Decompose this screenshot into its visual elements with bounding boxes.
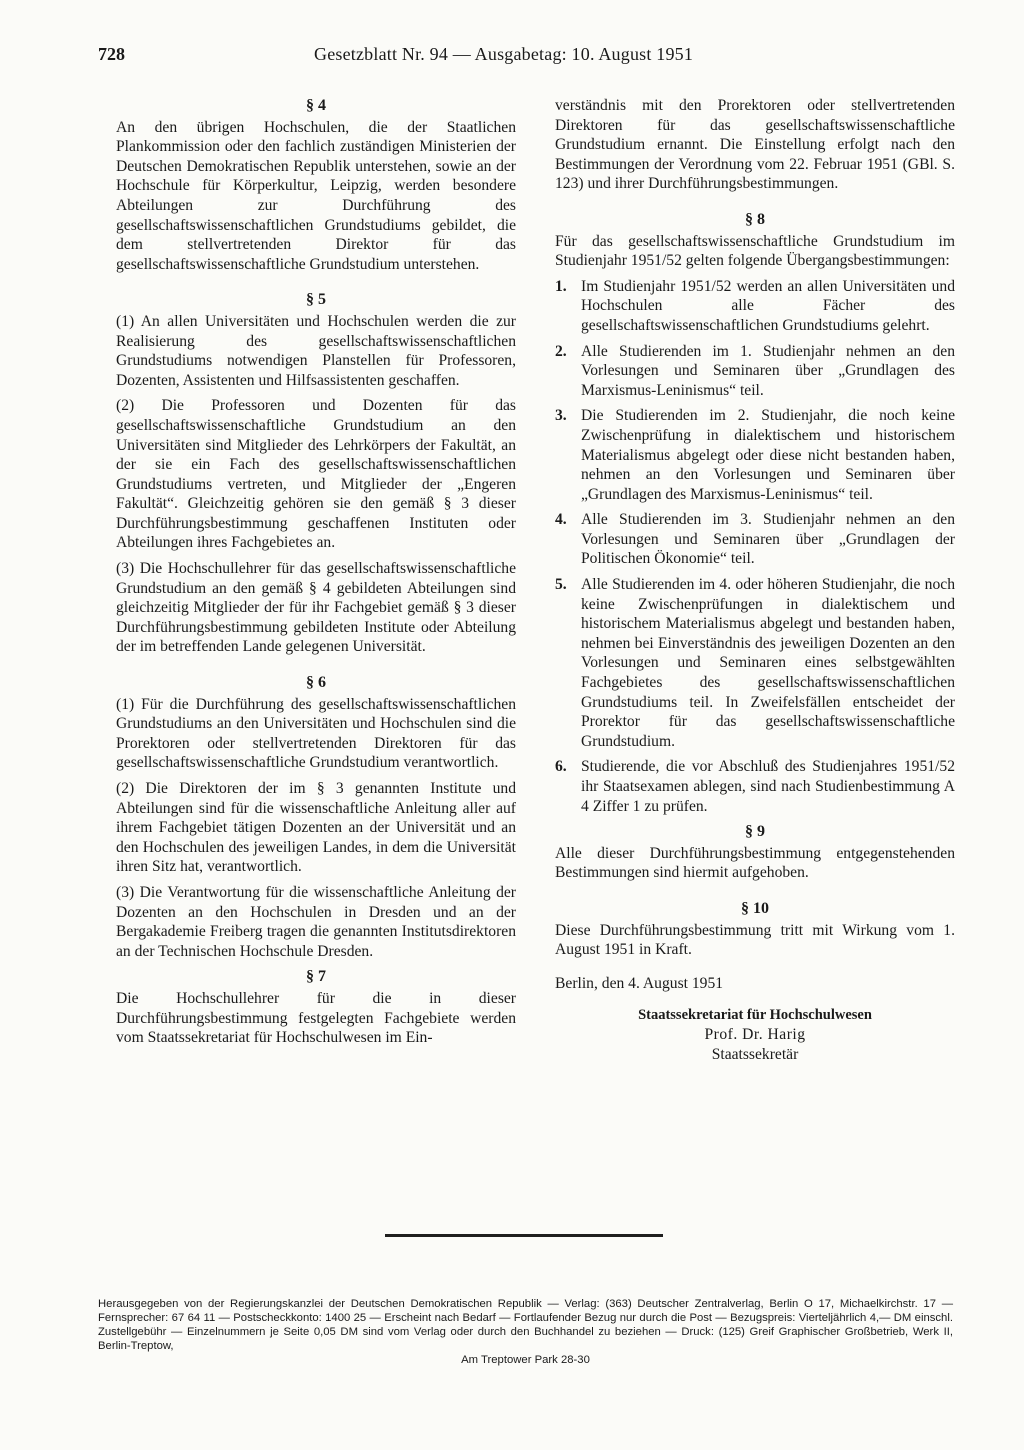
imprint-text: Herausgegeben von der Regierungskanzlei der Deutschen Demokratischen Republik — Verlag: (363) Deutscher Zentralverlag, Berlin O 17, Michaelkirchstr. 17 — Fernsprecher: 67 64 11 — Postscheckkonto: 1400 25 — Erscheint nach Bedarf — Fortlaufender Bezug nur durch die Post — Bezugspreis: Vierteljährlich 4,— DM einschl. Zustellgebühr — Einzelnummern je Seite 0,05 DM sind vom Verlag oder durch den Buchhandel zu beziehen — Druck: (125) Greif Graphischer Großbetrieb, Werk II, Berlin-Treptow, xyxy=(98,1298,953,1352)
section-4-text: An den übrigen Hochschulen, die der Staatlichen Plankommission oder den fachlich zuständigen Ministerien der Deutschen Demokratischen Republik unterstehen, sowie an der Hochschule für Körperkultur, Leipzig, werden besondere Abteilungen zur Durchführung des gesellschaftswissenschaftlichen Grundstudiums gebildet, die dem stellvertretenden Direktor für das gesellschaftswissenschaftliche Grundstudium unterstehen. xyxy=(116,118,516,273)
signature-organization: Staatssekretariat für Hochschulwesen xyxy=(638,1007,872,1024)
page-number: 728 xyxy=(98,44,125,64)
list-item: 6. Studierende, die vor Abschluß des Studienjahres 1951/52 ihr Staatsexamen ablegen, sind nach Studienbestimmung A 4 Ziffer 1 zu prüfen. xyxy=(555,758,955,815)
section-6-paragraph-1: (1) Für die Durchführung des gesellschaftswissenschaftlichen Grundstudiums an den Universitäten und Hochschulen sind die Prorektoren oder stellvertretenden Direktoren für das gesellschaftswissenschaftliche Grundstudium verantwortlich. xyxy=(116,695,516,772)
continued-text: verständnis mit den Prorektoren oder stellvertretenden Direktoren für das gesellschaftswissenschaftliche Grundstudium ernannt. Die Einstellung erfolgt nach den Bestimmungen der Verordnung vom 22. Februar 1951 (GBl. S. 123) und ihrer Durchführungsbestimmungen. xyxy=(555,97,955,193)
section-5-paragraph-3: (3) Die Hochschullehrer für das gesellschaftswissenschaftliche Grundstudium an den gemäß § 4 gebildeten Abteilungen sind gleichzeitig Mitglieder der für ihr Fachgebiet gemäß § 3 dieser Durchführungsbestimmung gebildeten Institute oder Abteilung der im betreffenden Lande gelegenen Universität. xyxy=(116,560,516,656)
imprint-footer xyxy=(98,1297,953,1367)
section-5-paragraph-2: (2) Die Professoren und Dozenten für das gesellschaftswissenschaftliche Grundstudium an den Universitäten sind Mitglieder des Lehrkörpers der Fakultät, an der sie ein Fach des gesellschaftswissenschaftlichen Grundstudiums vertreten, und Mitglieder der „Engeren Fakultät“. Gleichzeitig gehören sie den gemäß § 3 dieser Durchführungsbestimmung geschaffenen Instituten oder Abteilungen ihres Fachgebietes an. xyxy=(116,397,516,552)
list-item: 4. Alle Studierenden im 3. Studienjahr nehmen an den Vorlesungen und Seminaren über „Grundlagen der Politischen Ökonomie“ teil. xyxy=(555,511,955,568)
section-6-paragraph-2: (2) Die Direktoren der im § 3 genannten Institute und Abteilungen sind für die wissenschaftliche Anleitung aller auf ihrem Fachgebiet tätigen Dozenten an der Universität und an den Hochschulen des jeweiligen Landes, in dem die Universität ihren Sitz hat, verantwortlich. xyxy=(116,780,516,876)
signature-role: Staatssekretär xyxy=(711,1046,799,1064)
list-item: 2. Alle Studierenden im 1. Studienjahr nehmen an den Vorlesungen und Seminaren über „Grundlagen des Marxismus-Leninismus“ teil. xyxy=(555,342,955,399)
signature-name: Prof. Dr. Harig xyxy=(704,1026,806,1044)
issue-title: Gesetzblatt Nr. 94 — Ausgabetag: 10. August 1951 xyxy=(314,44,694,64)
section-9-title: § 9 xyxy=(745,823,765,841)
section-7-title: § 7 xyxy=(306,968,326,986)
page-header xyxy=(98,44,758,70)
section-5-paragraph-1: (1) An allen Universitäten und Hochschulen werden die zur Realisierung des gesellschaftswissenschaftlichen Grundstudiums notwendigen Planstellen für Professoren, Dozenten, Assistenten und Hilfsassistenten geschaffen. xyxy=(116,312,516,389)
section-4-title: § 4 xyxy=(306,97,326,114)
section-5-title: § 5 xyxy=(306,291,326,309)
section-8-title: § 8 xyxy=(745,210,765,228)
list-item: 3. Die Studierenden im 2. Studienjahr, die noch keine Zwischenprüfung in dialektischem und historischem Materialismus abgelegt oder diese nicht bestanden haben, nehmen an den Vorlesungen und Seminaren über „Grundlagen des Marxismus-Leninismus“ teil. xyxy=(555,407,955,503)
section-7-text: Die Hochschullehrer für die in dieser Durchführungsbestimmung festgelegten Fachgebiete werden vom Staatssekretariat für Hochschulwesen im Ein- xyxy=(116,989,516,1047)
section-8-list xyxy=(555,277,955,816)
section-10-title: § 10 xyxy=(741,899,769,917)
imprint-address: Am Treptower Park 28-30 xyxy=(461,1354,590,1366)
section-6-paragraph-3: (3) Die Verantwortung für die wissenschaftliche Anleitung der Dozenten an den Hochschulen in Dresden und an der Bergakademie Freiberg tragen die genannten Institutsdirektoren an der Technischen Hochschule Dresden. xyxy=(116,883,516,960)
section-9-text: Alle dieser Durchführungsbestimmung entgegenstehenden Bestimmungen sind hiermit aufgehoben. xyxy=(555,844,955,882)
left-column xyxy=(116,96,516,1054)
place-date: Berlin, den 4. August 1951 xyxy=(555,974,724,992)
right-column xyxy=(555,96,955,1065)
section-10-text: Diese Durchführungsbestimmung tritt mit Wirkung vom 1. August 1951 in Kraft. xyxy=(555,921,955,959)
section-8-intro: Für das gesellschaftswissenschaftliche Grundstudium im Studienjahr 1951/52 gelten folgende Übergangsbestimmungen: xyxy=(555,232,955,270)
signature-block xyxy=(555,1005,955,1065)
list-item: 5. Alle Studierenden im 4. oder höheren Studienjahr, die noch keine Zwischenprüfungen in dialektischem und historischem Materialismus abgelegt und bestanden haben, nehmen bei Einverständnis des jeweiligen Dozenten an den Vorlesungen und Seminaren eines selbstgewählten Fachgebietes des gesellschaftswissenschaftlichen Grundstudiums teil. In Zweifelsfällen entscheidet der Prorektor für das gesellschaftswissenschaftliche Grundstudium. xyxy=(555,576,955,750)
section-6-title: § 6 xyxy=(306,674,326,692)
list-item: 1. Im Studienjahr 1951/52 werden an allen Universitäten und Hochschulen alle Fächer des gesellschaftswissenschaftlichen Grundstudiums gelehrt. xyxy=(555,277,955,334)
section-divider xyxy=(385,1234,663,1237)
